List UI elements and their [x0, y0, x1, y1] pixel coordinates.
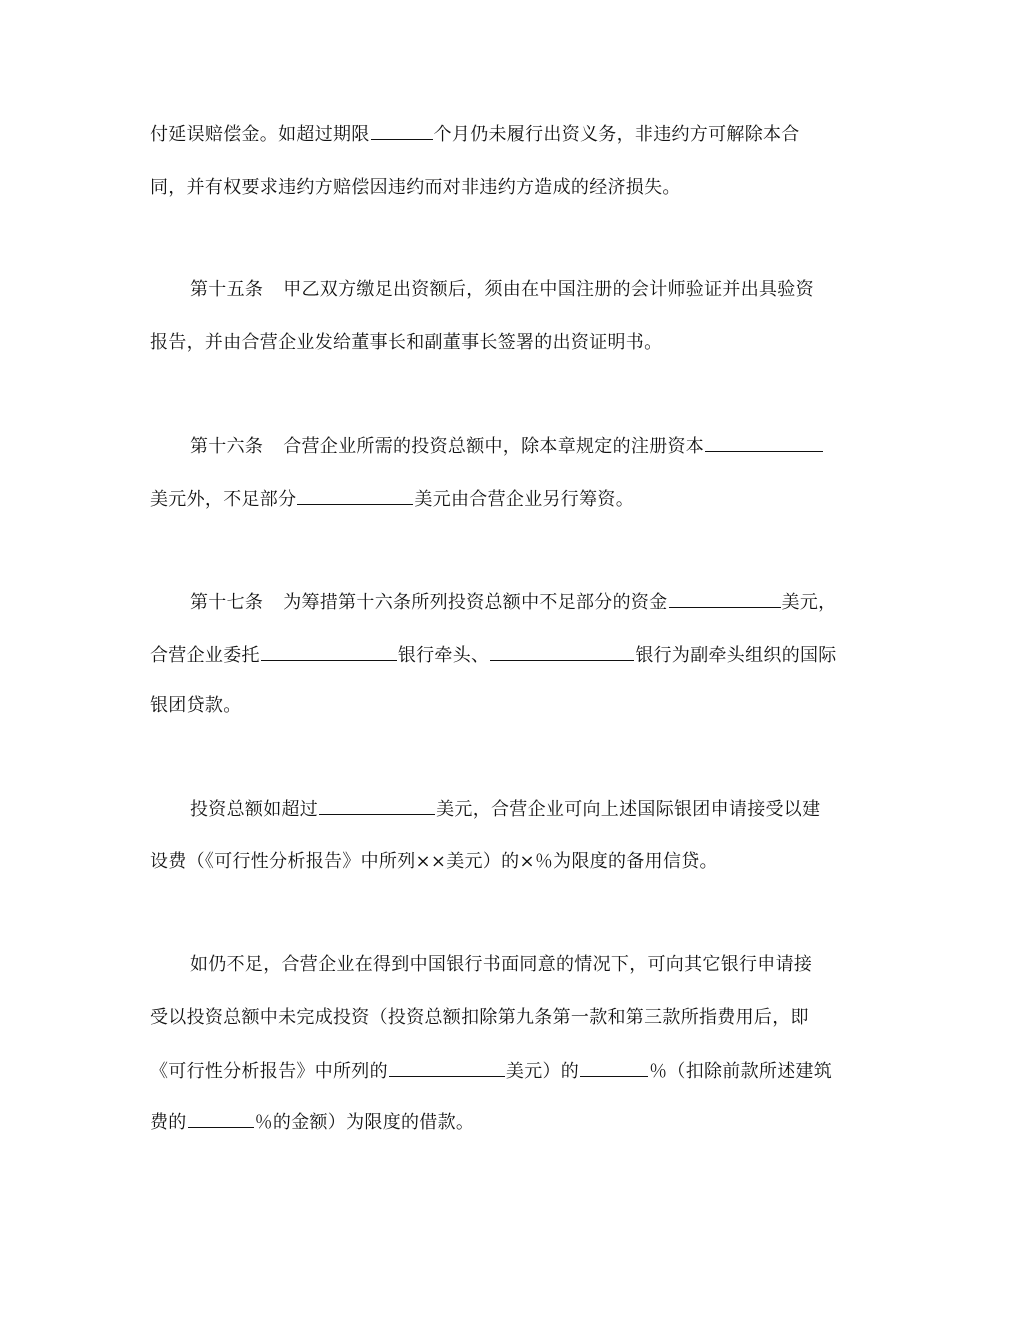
text-segment: 同，并有权要求违约方赔偿因违约而对非违约方造成的经济损失。: [150, 177, 681, 198]
text-segment: ％的金额）为限度的借款。: [254, 1112, 475, 1133]
text-segment: 美元由合营企业另行筹资。: [414, 489, 635, 510]
article-label: 第十五条: [190, 279, 264, 300]
text-segment: 银行为副牵头组织的国际: [635, 645, 837, 666]
text-segment: 费的: [150, 1112, 187, 1133]
text-segment: 《可行性分析报告》中所列的: [150, 1061, 388, 1082]
text-segment: 银团贷款。: [150, 695, 242, 716]
text-segment: 甲乙双方缴足出资额后，须由在中国注册的会计师验证并出具验资: [283, 279, 814, 300]
insufficient-paragraph-line-1: [190, 953, 812, 977]
text-segment: 合营企业委托: [150, 645, 260, 666]
fill-in-blank: [705, 434, 823, 452]
text-segment: 为筹措第十六条所列投资总额中不足部分的资金: [283, 592, 668, 613]
fill-in-blank: [297, 487, 413, 505]
text-segment: 银行牵头、: [397, 645, 490, 666]
fill-in-blank: [319, 797, 435, 815]
text-segment: 如仍不足，合营企业在得到中国银行书面同意的情况下，可向其它银行申请接: [190, 954, 813, 975]
text-segment: ％（扣除前款所述建筑: [649, 1061, 833, 1082]
text-segment: 投资总额如超过: [190, 799, 319, 820]
article-17-line-3: [150, 694, 242, 718]
text-segment: 美元，: [781, 592, 837, 613]
insufficient-paragraph-line-3: [150, 1059, 832, 1084]
text-segment: 合营企业所需的投资总额中，除本章规定的注册资本: [283, 436, 705, 457]
article-15-line-2: [150, 331, 662, 355]
fill-in-blank: [371, 122, 433, 140]
text-segment: 美元）的: [505, 1061, 580, 1082]
paragraph-1-line-2: [150, 176, 681, 200]
paragraph-1-line-1: [150, 122, 800, 147]
text-segment: 受以投资总额中未完成投资（投资总额扣除第九条第一款和第三款所指费用后，即: [150, 1007, 809, 1028]
article-17-line-1: [190, 590, 836, 615]
insufficient-paragraph-line-2: [150, 1006, 809, 1030]
text-segment: 报告，并由合营企业发给董事长和副董事长签署的出资证明书。: [150, 332, 663, 353]
insufficient-paragraph-line-4: [150, 1110, 474, 1135]
fill-in-blank: [669, 590, 781, 608]
text-segment: 付延误赔偿金。如超过期限: [150, 124, 370, 145]
investment-paragraph-line-1: [190, 797, 820, 822]
article-16-line-1: [190, 434, 824, 459]
fill-in-blank: [261, 643, 397, 661]
article-16-line-2: [150, 487, 634, 512]
article-label: 第十六条: [190, 436, 264, 457]
article-17-line-2: [150, 643, 837, 668]
text-segment: 设费（《可行性分析报告》中所列××美元）的×％为限度的备用信贷。: [150, 851, 718, 872]
fill-in-blank: [580, 1059, 648, 1077]
text-segment: 美元，合营企业可向上述国际银团申请接受以建: [436, 799, 821, 820]
article-15-line-1: [190, 278, 814, 302]
fill-in-blank: [188, 1110, 254, 1128]
fill-in-blank: [490, 643, 634, 661]
fill-in-blank: [389, 1059, 505, 1077]
article-label: 第十七条: [190, 592, 264, 613]
text-segment: 个月仍未履行出资义务，非违约方可解除本合: [433, 124, 800, 145]
text-segment: 美元外，不足部分: [150, 489, 297, 510]
investment-paragraph-line-2: [150, 850, 718, 874]
